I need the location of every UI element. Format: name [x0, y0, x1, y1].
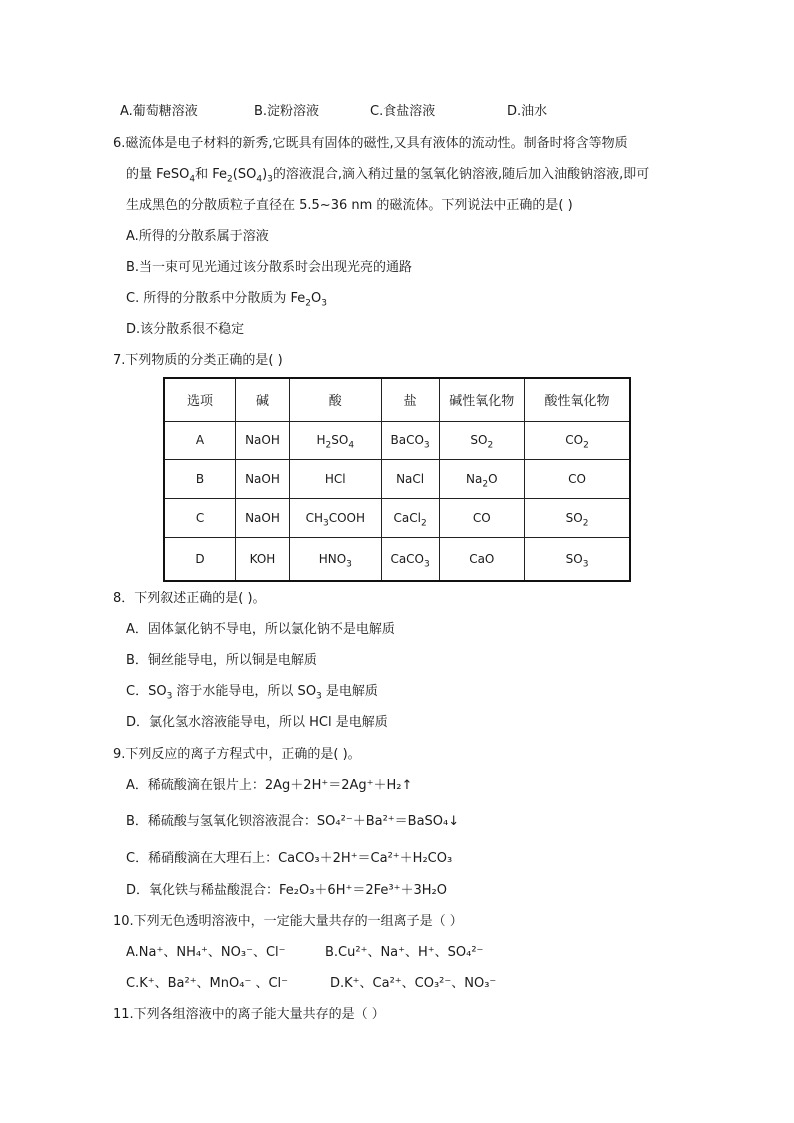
q10-option-a: A.Na⁺、NH₄⁺、NO₃⁻、Cl⁻ [126, 945, 286, 960]
q5-option-b: B.淀粉溶液 [254, 104, 320, 119]
table-row [164, 499, 630, 538]
cell-acidic-oxide: $SO_2$ [525, 499, 630, 538]
q6-option-b: B.当一束可见光通过该分散系时会出现光亮的通路 [126, 260, 413, 275]
q8-stem: 8．下列叙述正确的是( )。 [113, 591, 266, 606]
classification-table [163, 377, 631, 582]
cell-acid: $CH_3COOH$ [289, 499, 381, 538]
q8-option-a: A．固体氯化钠不导电，所以氯化钠不是电解质 [126, 622, 395, 637]
header-base: 碱 [236, 378, 290, 421]
cell-option: B [164, 459, 236, 498]
q5-option-a: A.葡萄糖溶液 [120, 104, 198, 119]
header-salt: 盐 [381, 378, 439, 421]
cell-base: NaOH [236, 459, 290, 498]
q10-option-c: C.K⁺、Ba²⁺、MnO₄⁻ 、Cl⁻ [126, 976, 288, 991]
q11-stem: 11.下列各组溶液中的离子能大量共存的是（ ） [113, 1007, 385, 1022]
q6-stem-line-1: 6.磁流体是电子材料的新秀,它既具有固体的磁性,又具有液体的流动性。制备时将含等物质 [113, 136, 628, 151]
q8-option-d: D．氯化氢水溶液能导电，所以 HCl 是电解质 [126, 715, 388, 730]
cell-basic-oxide: CaO [439, 538, 525, 581]
cell-salt: BaCO$_3$ [381, 421, 439, 459]
table-header-row [164, 378, 630, 421]
q10-option-d: D.K⁺、Ca²⁺、CO₃²⁻、NO₃⁻ [330, 976, 497, 991]
q6-stem-line-3: 生成黑色的分散质粒子直径在 5.5~36 nm 的磁流体。下列说法中正确的是( ) [126, 198, 573, 213]
q5-option-c: C.食盐溶液 [370, 104, 436, 119]
header-option: 选项 [164, 378, 236, 421]
cell-acidic-oxide: $SO_3$ [525, 538, 630, 581]
q6-option-d: D.该分散系很不稳定 [126, 322, 245, 337]
q6-option-c: C. 所得的分散系中分散质为 $Fe_2O_3$ [126, 291, 327, 309]
cell-acid: HCl [289, 459, 381, 498]
q9-option-c: C．稀硝酸滴在大理石上：CaCO₃＋2H⁺＝Ca²⁺＋H₂CO₃ [126, 851, 453, 866]
header-basic-oxide: 碱性氧化物 [439, 378, 525, 421]
cell-base: NaOH [236, 499, 290, 538]
cell-acidic-oxide: CO [525, 459, 630, 498]
cell-option: D [164, 538, 236, 581]
cell-basic-oxide: CO [439, 499, 525, 538]
table-row [164, 421, 630, 459]
table-row [164, 459, 630, 498]
cell-acidic-oxide: $CO_2$ [525, 421, 630, 459]
cell-salt: CaCO$_3$ [381, 538, 439, 581]
q9-option-b: B．稀硫酸与氢氧化钡溶液混合：SO₄²⁻＋Ba²⁺＝BaSO₄↓ [126, 814, 460, 829]
q10-option-b: B.Cu²⁺、Na⁺、H⁺、SO₄²⁻ [325, 945, 484, 960]
q8-option-c: C．$SO_3$ 溶于水能导电，所以 $SO_3$ 是电解质 [126, 684, 378, 702]
header-acidic-oxide: 酸性氧化物 [525, 378, 630, 421]
cell-acid: $H_2SO_4$ [289, 421, 381, 459]
q10-stem: 10.下列无色透明溶液中，一定能大量共存的一组离子是（ ） [113, 914, 463, 929]
table-row [164, 538, 630, 581]
q5-option-d: D.油水 [507, 104, 548, 119]
cell-acid: $HNO_3$ [289, 538, 381, 581]
q9-option-a: A．稀硫酸滴在银片上：2Ag＋2H⁺＝2Ag⁺＋H₂↑ [126, 778, 413, 793]
q9-option-d: D．氧化铁与稀盐酸混合：Fe₂O₃＋6H⁺＝2Fe³⁺＋3H₂O [126, 883, 447, 898]
cell-base: KOH [236, 538, 290, 581]
q7-stem: 7.下列物质的分类正确的是( ) [113, 353, 283, 368]
cell-option: C [164, 499, 236, 538]
q6-option-a: A.所得的分散系属于溶液 [126, 229, 269, 244]
q9-stem: 9.下列反应的离子方程式中，正确的是( )。 [113, 747, 361, 762]
cell-basic-oxide: $SO_2$ [439, 421, 525, 459]
q8-option-b: B．铜丝能导电，所以铜是电解质 [126, 653, 317, 668]
header-acid: 酸 [289, 378, 381, 421]
cell-salt: NaCl [381, 459, 439, 498]
q6-stem-line-2: 的量 FeSO$_4$和 $Fe_2(SO_4)_3$的溶液混合,滴入稍过量的氢氧化钠溶液,随后加入油酸钠溶液,即可 [126, 167, 650, 185]
cell-base: NaOH [236, 421, 290, 459]
cell-basic-oxide: $Na_2O$ [439, 459, 525, 498]
cell-salt: CaCl$_2$ [381, 499, 439, 538]
cell-option: A [164, 421, 236, 459]
